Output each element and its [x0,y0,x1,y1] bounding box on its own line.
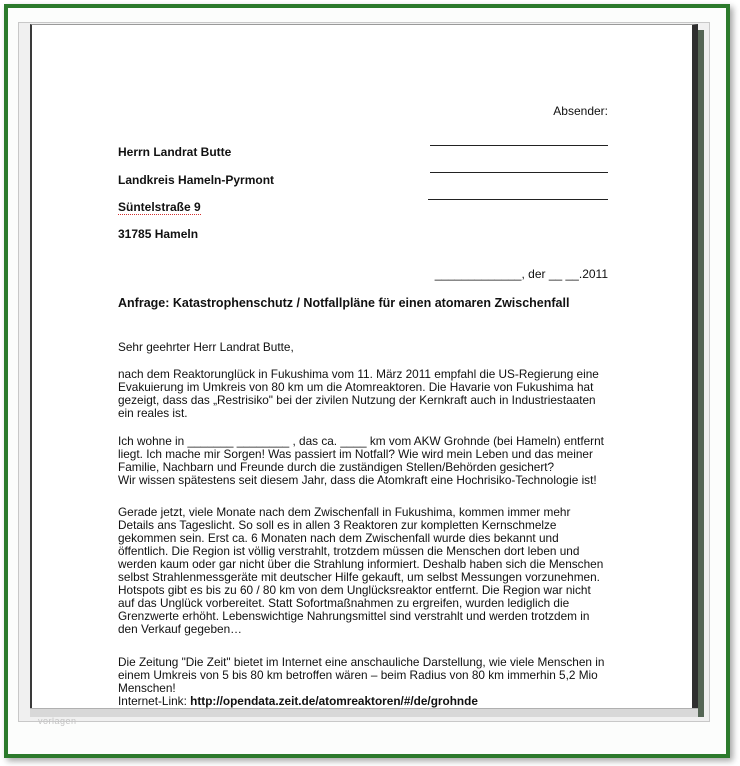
salutation-text: Sehr geehrter Herr Landrat Butte, [118,340,294,354]
recipient-street [118,201,201,214]
recipient-name: Herrn Landrat Butte [118,145,232,159]
paragraph-2-line: Ich wohne in _______ ________ , das ca. ____ km vom AKW Grohnde (bei Hameln) entfernt [118,434,604,448]
absender-label: Absender: [553,104,608,118]
paragraph-4-line: Die Zeitung "Die Zeit" bietet im Internet eine anschauliche Darstellung, wie viele Menschen in [118,655,605,669]
paragraph-2 [118,435,618,487]
paragraph-1-line: ein reales ist. [118,406,188,420]
watermark-text: vorlagen [38,716,77,726]
absender-line-1 [430,145,608,146]
paragraph-2-line: liegt. Ich mache mir Sorgen! Was passiert im Notfall? Wie wird mein Leben und das meiner [118,447,593,461]
paragraph-2-line: Familie, Nachbarn und Freunde durch die zuständigen Stellen/Behörden gesichert? [118,460,555,474]
paragraph-3-line: selbst Strahlenmessgeräte mit deutscher Hilfe gekauft, um selbst Messungen vorzunehmen. [118,570,600,584]
paragraph-3-line: Gerade jetzt, viele Monate nach dem Zwischenfall in Fukushima, kommen immer mehr [118,505,571,519]
paragraph-3-line: Grenzwerte erhöht. Lebenswichtige Nahrungsmittel sind verstrahlt und werden trotzdem in [118,609,590,623]
paragraph-1-line: nach dem Reaktorunglück in Fukushima vom 11. März 2011 empfahl die US-Regierung eine [118,367,599,381]
paragraph-3 [118,506,618,636]
paragraph-3-line: werden kaum oder gar nicht über die Strahlung informiert. Deshalb haben sich die Menschen [118,557,604,571]
date-line: _____________, der __ __.2011 [434,267,608,281]
paragraph-3-line: Hotspots gibt es bis zu 60 / 80 km von dem Unglücksreaktor entfernt. Die Region war nicht [118,583,591,597]
internet-link-url[interactable]: http://opendata.zeit.de/atomreaktoren/#/de/grohnde [190,694,478,708]
paragraph-4-line: einem Umkreis von 5 bis 80 km betroffen wären – beim Radius von 80 km immerhin 5,2 Mio [118,668,598,682]
internet-link-line [118,695,618,708]
recipient-street-text: Süntelstraße 9 [118,200,201,214]
paragraph-3-line: öffentlich. Die Region ist völlig verstrahlt, trotzdem müssen die Menschen dort leben und [118,544,580,558]
subject-line: Anfrage: Katastrophenschutz / Notfallpläne für einen atomaren Zwischenfall [118,296,570,310]
paragraph-3-line: Details ans Tageslicht. So soll es in allen 3 Reaktoren zur kompletten Kernschmelze [118,518,557,532]
recipient-city: 31785 Hameln [118,227,199,241]
salutation [118,341,618,354]
paragraph-4-line: Menschen! [118,681,176,695]
paragraph-4 [118,656,618,708]
paragraph-1 [118,368,618,420]
internet-link-label: Internet-Link: [118,694,191,708]
absender-line-3 [428,199,608,200]
paragraph-1-line: Evakuierung im Umkreis von 80 km um die Atomreaktoren. Die Havarie von Fukushima hat [118,380,594,394]
page-bottom-edge [30,708,698,717]
recipient-district: Landkreis Hameln-Pyrmont [118,173,275,187]
paragraph-1-line: gezeigt, dass das „Restrisiko" bei der zivilen Nutzung der Kernkraft auch in Industriestaaten [118,393,596,407]
absender-line-2 [430,172,608,173]
paragraph-3-line: gekommen sein. Erst ca. 6 Monaten nach dem Zwischenfall wurde dies bekannt und [118,531,559,545]
paragraph-3-line: den Verkauf gegeben… [118,622,242,636]
paragraph-2-line: Wir wissen spätestens seit diesem Jahr, dass die Atomkraft eine Hochrisiko-Technologie ist! [118,473,597,487]
paragraph-3-line: auf das Unglück vorbereitet. Statt Sofortmaßnahmen zu ergreifen, wurden lediglich die [118,596,570,610]
letter-page [30,24,698,711]
